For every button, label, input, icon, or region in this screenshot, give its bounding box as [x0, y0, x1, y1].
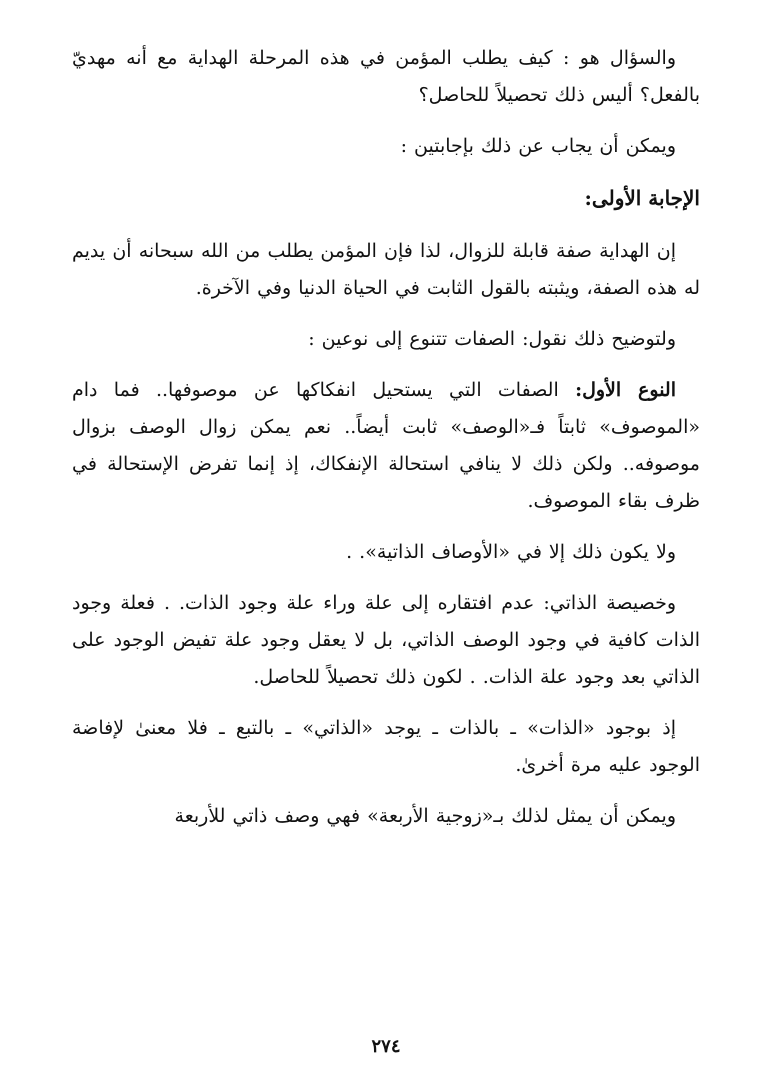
page-body	[72, 40, 700, 849]
page-number: ٢٧٤	[371, 1036, 401, 1057]
paragraph-guidance-removable: إن الهداية صفة قابلة للزوال، لذا فإن المؤمن يطلب من الله سبحانه أن يديم له هذه الصفة، ويثبته بالقول الثابت في الحياة الدنيا وفي الآخرة.	[72, 240, 700, 299]
section-heading-first-answer: الإجابة الأولى:	[584, 186, 700, 210]
first-type-text: الصفات التي يستحيل انفكاكها عن موصوفها.. فما دام «الموصوف» ثابتاً فـ«الوصف» ثابت أيضاً.. نعم يمكن زوال الوصف بزوال موصوفه.. ولكن ذلك لا ينافي استحالة الإنفكاك، إذ إنما تفرض الإستحالة في ظرف بقاء الموصوف.	[72, 379, 700, 512]
first-type-label: النوع الأول:	[575, 379, 676, 401]
paragraph-first-type	[72, 372, 700, 520]
paragraph-clarification: ولتوضيح ذلك نقول: الصفات تتنوع إلى نوعين :	[308, 328, 676, 350]
paragraph-example-four: ويمكن أن يمثل لذلك بـ«زوجية الأربعة» فهي وصف ذاتي للأربعة	[174, 805, 676, 827]
paragraph-essential-property: وخصيصة الذاتي: عدم افتقاره إلى علة وراء علة وجود الذات. . فعلة وجود الذات كافية في وجود الوصف الذاتي، بل لا يعقل وجود علة تفيض الوجود على الذاتي بعد وجود علة الذات. . لكون ذلك تحصيلاً للحاصل.	[72, 592, 700, 688]
paragraph-question: والسؤال هو : كيف يطلب المؤمن في هذه المرحلة الهداية مع أنه مهديّ بالفعل؟ أليس ذلك تحصيلاً للحاصل؟	[72, 47, 700, 106]
paragraph-essential-attributes: ولا يكون ذلك إلا في «الأوصاف الذاتية». .	[346, 541, 676, 563]
paragraph-two-answers: ويمكن أن يجاب عن ذلك بإجابتين :	[400, 135, 676, 157]
paragraph-existence-essence: إذ بوجود «الذات» ـ بالذات ـ يوجد «الذاتي» ـ بالتبع ـ فلا معنىٰ لإفاضة الوجود عليه مرة أخرىٰ.	[72, 717, 700, 776]
